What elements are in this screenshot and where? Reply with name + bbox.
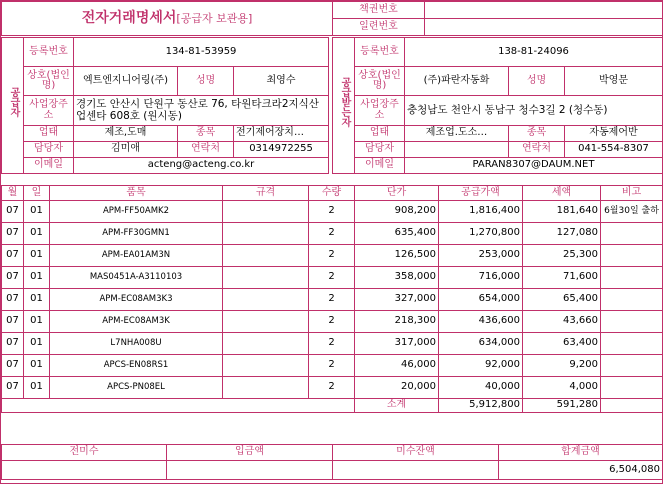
- outstanding-label: 미수잔액: [333, 445, 499, 461]
- item-qty: 2: [309, 223, 355, 245]
- receiver-manager: [405, 142, 509, 158]
- item-month: 07: [2, 267, 24, 289]
- receiver-manager-label: 담당자: [355, 142, 405, 158]
- total-label: 합계금액: [499, 445, 663, 461]
- item-spec: [223, 355, 309, 377]
- item-product: L7NHA008U: [50, 333, 223, 355]
- item-note: [601, 311, 663, 333]
- item-note: 6월30일 출하: [601, 201, 663, 223]
- item-supply-amount: 92,000: [439, 355, 523, 377]
- receiver-reg-no-label: 등록번호: [355, 38, 405, 67]
- item-spec: [223, 201, 309, 223]
- item-spec: [223, 245, 309, 267]
- subtotal-label: 소계: [355, 399, 439, 413]
- supplier-reg-no-label: 등록번호: [24, 38, 74, 67]
- supplier-business-item: 전기제어장치…: [234, 126, 329, 142]
- footer-totals: [1, 444, 663, 480]
- item-qty: 2: [309, 267, 355, 289]
- item-unit-price: 46,000: [355, 355, 439, 377]
- item-product: APM-EC08AM3K3: [50, 289, 223, 311]
- item-spec: [223, 377, 309, 399]
- item-note: [601, 355, 663, 377]
- supplier-reg-no: 134-81-53959: [74, 38, 329, 67]
- item-tax: 65,400: [523, 289, 601, 311]
- book-no-value: [425, 2, 663, 19]
- item-unit-price: 635,400: [355, 223, 439, 245]
- table-row: [2, 245, 663, 267]
- item-unit-price: 327,000: [355, 289, 439, 311]
- supplier-email-label: 이메일: [24, 158, 74, 174]
- item-tax: 63,400: [523, 333, 601, 355]
- item-product: APM-EA01AM3N: [50, 245, 223, 267]
- item-spec: [223, 267, 309, 289]
- receiver-contact: 041-554-8307: [565, 142, 663, 158]
- item-month: 07: [2, 289, 24, 311]
- item-qty: 2: [309, 377, 355, 399]
- header-qty: 수량: [309, 186, 355, 201]
- party-info: [1, 37, 663, 174]
- item-supply-amount: 40,000: [439, 377, 523, 399]
- item-product: MAS0451A-A3110103: [50, 267, 223, 289]
- receiver-email-label: 이메일: [355, 158, 405, 174]
- item-supply-amount: 634,000: [439, 333, 523, 355]
- item-supply-amount: 716,000: [439, 267, 523, 289]
- item-day: 01: [24, 377, 50, 399]
- item-spec: [223, 333, 309, 355]
- receiver-business-item: 자동제어반: [565, 126, 663, 142]
- receiver-company-label: 상호(법인명): [355, 67, 405, 96]
- title-text: 전자거래명세서: [81, 10, 177, 27]
- item-tax: 43,660: [523, 311, 601, 333]
- item-month: 07: [2, 223, 24, 245]
- total-value: 6,504,080: [499, 461, 663, 480]
- item-month: 07: [2, 311, 24, 333]
- item-tax: 127,080: [523, 223, 601, 245]
- deposit-label: 입금액: [167, 445, 333, 461]
- item-day: 01: [24, 201, 50, 223]
- deposit-value: [167, 461, 333, 480]
- header-spec: 규격: [223, 186, 309, 201]
- subtotal-note: [601, 399, 663, 413]
- item-unit-price: 20,000: [355, 377, 439, 399]
- supplier-representative: 최영수: [234, 67, 329, 96]
- item-unit-price: 317,000: [355, 333, 439, 355]
- title-copy-type: [공급자 보관용]: [176, 12, 253, 26]
- header-note: 비고: [601, 186, 663, 201]
- table-row: [2, 223, 663, 245]
- supplier-company-label: 상호(법인명): [24, 67, 74, 96]
- receiver-business-type-label: 업태: [355, 126, 405, 142]
- supplier-address-label: 사업장주소: [24, 96, 74, 126]
- item-product: APM-FF50AMK2: [50, 201, 223, 223]
- book-no-label: 책권번호: [333, 2, 425, 19]
- item-unit-price: 126,500: [355, 245, 439, 267]
- receiver-company: (주)파란자동화: [405, 67, 509, 96]
- table-row: [2, 289, 663, 311]
- item-day: 01: [24, 267, 50, 289]
- receiver-address-label: 사업장주소: [355, 96, 405, 126]
- supplier-manager: 김미애: [74, 142, 178, 158]
- item-tax: 4,000: [523, 377, 601, 399]
- item-tax: 71,600: [523, 267, 601, 289]
- receiver-business-item-label: 종목: [509, 126, 565, 142]
- items-table: [1, 185, 663, 413]
- receiver-email: PARAN8307@DAUM.NET: [405, 158, 663, 174]
- item-note: [601, 223, 663, 245]
- supplier-business-type-label: 업태: [24, 126, 74, 142]
- item-tax: 181,640: [523, 201, 601, 223]
- item-note: [601, 289, 663, 311]
- receiver-name-label: 성명: [509, 67, 565, 96]
- item-month: 07: [2, 201, 24, 223]
- item-qty: 2: [309, 311, 355, 333]
- statement-header: [1, 1, 663, 36]
- item-product: APCS-EN08RS1: [50, 355, 223, 377]
- header-month: 월: [2, 186, 24, 201]
- item-unit-price: 218,300: [355, 311, 439, 333]
- header-tax: 세액: [523, 186, 601, 201]
- item-tax: 9,200: [523, 355, 601, 377]
- item-qty: 2: [309, 289, 355, 311]
- receiver-side-label: 공급받는자: [333, 38, 355, 174]
- subtotal-tax: 591,280: [523, 399, 601, 413]
- document-title: [2, 2, 333, 36]
- item-day: 01: [24, 333, 50, 355]
- supplier-business-type: 제조,도매: [74, 126, 178, 142]
- item-supply-amount: 1,816,400: [439, 201, 523, 223]
- supplier-contact-label: 연락처: [178, 142, 234, 158]
- header-product: 품목: [50, 186, 223, 201]
- header-supply-amount: 공급가액: [439, 186, 523, 201]
- table-row: [2, 377, 663, 399]
- unpaid-label: 전미수: [2, 445, 167, 461]
- item-day: 01: [24, 245, 50, 267]
- subtotal-row: [2, 399, 663, 413]
- item-qty: 2: [309, 245, 355, 267]
- item-spec: [223, 289, 309, 311]
- item-spec: [223, 223, 309, 245]
- header-unit-price: 단가: [355, 186, 439, 201]
- item-note: [601, 377, 663, 399]
- item-qty: 2: [309, 355, 355, 377]
- receiver-representative: 박영문: [565, 67, 663, 96]
- item-qty: 2: [309, 333, 355, 355]
- items-header-row: [2, 186, 663, 201]
- item-product: APCS-PN08EL: [50, 377, 223, 399]
- item-unit-price: 908,200: [355, 201, 439, 223]
- item-tax: 25,300: [523, 245, 601, 267]
- table-row: [2, 355, 663, 377]
- table-row: [2, 311, 663, 333]
- receiver-reg-no: 138-81-24096: [405, 38, 663, 67]
- table-row: [2, 333, 663, 355]
- item-month: 07: [2, 355, 24, 377]
- item-spec: [223, 311, 309, 333]
- item-unit-price: 358,000: [355, 267, 439, 289]
- receiver-contact-label: 연락처: [509, 142, 565, 158]
- table-row: [2, 201, 663, 223]
- item-day: 01: [24, 289, 50, 311]
- item-month: 07: [2, 377, 24, 399]
- item-day: 01: [24, 311, 50, 333]
- item-supply-amount: 654,000: [439, 289, 523, 311]
- item-month: 07: [2, 333, 24, 355]
- supplier-email: acteng@acteng.co.kr: [74, 158, 329, 174]
- item-note: [601, 333, 663, 355]
- supplier-business-item-label: 종목: [178, 126, 234, 142]
- item-supply-amount: 253,000: [439, 245, 523, 267]
- item-day: 01: [24, 355, 50, 377]
- supplier-manager-label: 담당자: [24, 142, 74, 158]
- header-day: 일: [24, 186, 50, 201]
- item-month: 07: [2, 245, 24, 267]
- item-supply-amount: 1,270,800: [439, 223, 523, 245]
- supplier-address: 경기도 안산시 단원구 동산로 76, 타원타크라2지식산업센타 608호 (원시동): [74, 96, 329, 126]
- table-row: [2, 267, 663, 289]
- receiver-business-type: 제조업.도소…: [405, 126, 509, 142]
- serial-no-value: [425, 19, 663, 36]
- supplier-side-label: 공급자: [2, 38, 24, 174]
- item-note: [601, 267, 663, 289]
- item-note: [601, 245, 663, 267]
- serial-no-label: 일련번호: [333, 19, 425, 36]
- outstanding-value: [333, 461, 499, 480]
- item-supply-amount: 436,600: [439, 311, 523, 333]
- supplier-contact: 0314972255: [234, 142, 329, 158]
- item-day: 01: [24, 223, 50, 245]
- unpaid-value: [2, 461, 167, 480]
- item-product: APM-FF30GMN1: [50, 223, 223, 245]
- receiver-address: 충청남도 천안시 동남구 청수3길 2 (청수동): [405, 96, 663, 126]
- item-product: APM-EC08AM3K: [50, 311, 223, 333]
- subtotal-spacer: [2, 399, 355, 413]
- supplier-company: 엑트엔지니어링(주): [74, 67, 178, 96]
- item-qty: 2: [309, 201, 355, 223]
- items-body: [2, 201, 663, 399]
- subtotal-supply-amount: 5,912,800: [439, 399, 523, 413]
- supplier-name-label: 성명: [178, 67, 234, 96]
